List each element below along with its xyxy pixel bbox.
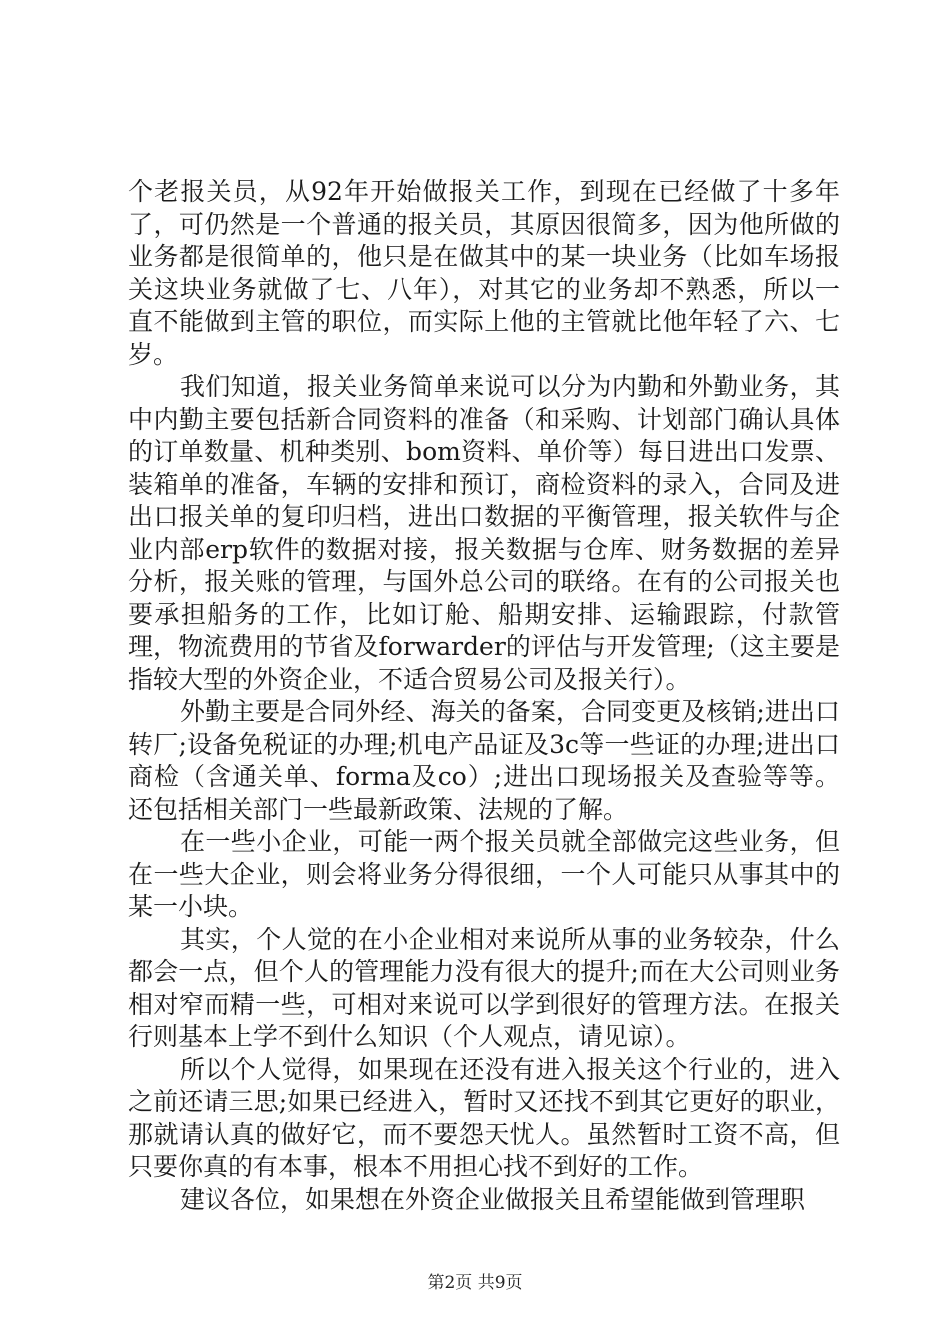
body-text <box>128 176 840 1216</box>
paragraph-6: 所以个人觉得，如果现在还没有进入报关这个行业的，进入之前还请三思;如果已经进入，暂时又还找不到其它更好的职业，那就请认真的做好它，而不要怨天忧人。虽然暂时工资不高，但只要你真的有本事，根本不用担心找不到好的工作。 <box>128 1054 840 1181</box>
paragraph-7: 建议各位，如果想在外资企业做报关且希望能做到管理职 <box>180 1184 806 1214</box>
paragraph-1: 个老报关员，从92年开始做报关工作，到现在已经做了十多年了，可仍然是一个普通的报关员，其原因很简多，因为他所做的业务都是很简单的，他只是在做其中的某一块业务（比如车场报关这块业务就做了七、八年），对其它的业务却不熟悉，所以一直不能做到主管的职位，而实际上他的主管就比他年轻了六、七岁。 <box>128 177 840 369</box>
paragraph-3: 外勤主要是合同外经、海关的备案，合同变更及核销;进出口转厂;设备免税证的办理;机电产品证及3c等一些证的办理;进出口商检（含通关单、forma及co）;进出口现场报关及查验等等。还包括相关部门一些最新政策、法规的了解。 <box>128 697 840 824</box>
page-footer: 第2页 共9页 <box>427 1273 523 1293</box>
paragraph-2: 我们知道，报关业务简单来说可以分为内勤和外勤业务，其中内勤主要包括新合同资料的准备（和采购、计划部门确认具体的订单数量、机种类别、bom资料、单价等）每日进出口发票、装箱单的准备，车辆的安排和预订，商检资料的录入，合同及进出口报关单的复印归档，进出口数据的平衡管理，报关软件与企业内部erp软件的数据对接，报关数据与仓库、财务数据的差异分析，报关账的管理，与国外总公司的联络。在有的公司报关也要承担船务的工作，比如订舱、船期安排、运输跟踪，付款管理，物流费用的节省及forwarder的评估与开发管理;（这主要是指较大型的外资企业，不适合贸易公司及报关行）。 <box>128 372 840 694</box>
paragraph-5: 其实，个人觉的在小企业相对来说所从事的业务较杂，什么都会一点，但个人的管理能力没有很大的提升;而在大公司则业务相对窄而精一些，可相对来说可以学到很好的管理方法。在报关行则基本上学不到什么知识（个人观点，请见谅）。 <box>128 924 840 1051</box>
paragraph-4: 在一些小企业，可能一两个报关员就全部做完这些业务，但在一些大企业，则会将业务分得很细，一个人可能只从事其中的某一小块。 <box>128 827 840 921</box>
